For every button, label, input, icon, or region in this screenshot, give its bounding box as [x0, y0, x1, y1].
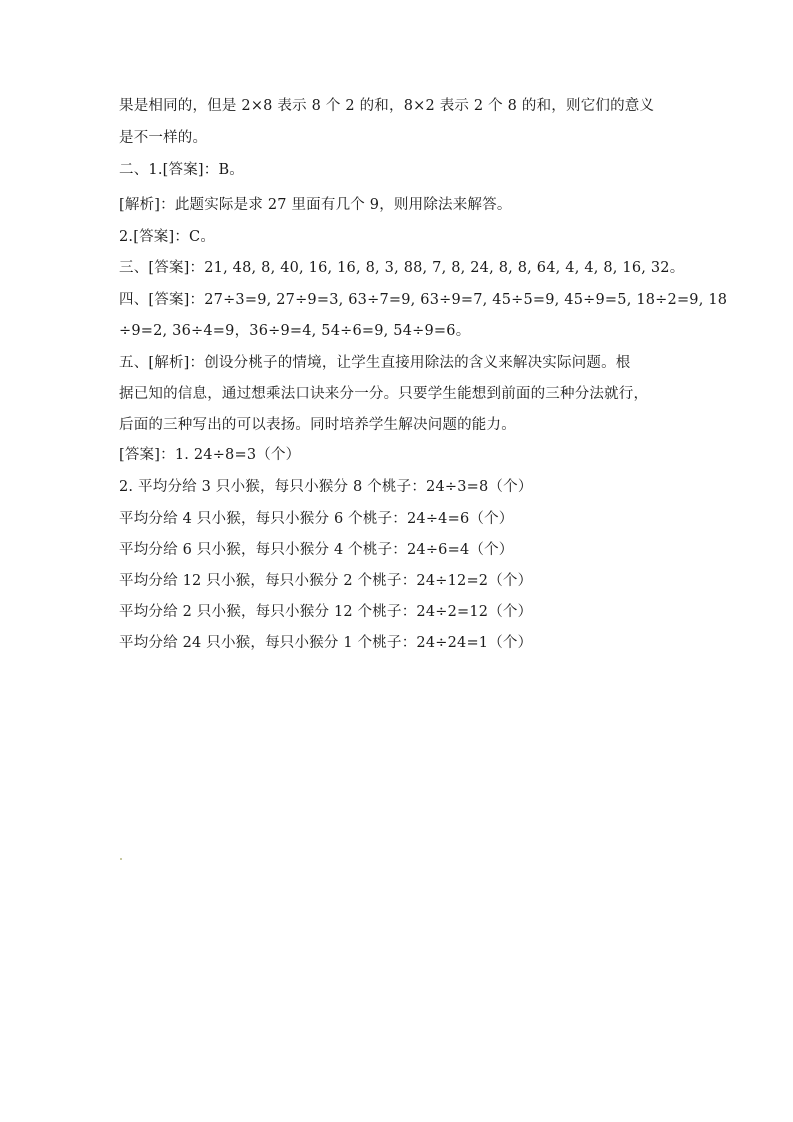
- text-line: 后面的三种写出的可以表扬。同时培养学生解决问题的能力。: [119, 417, 516, 433]
- text-line: 平均分给 2 只小猴，每只小猴分 12 个桃子：24÷2=12（个）: [119, 604, 533, 620]
- text-line: [解析]：此题实际是求 27 里面有几个 9，则用除法来解答。: [119, 197, 512, 213]
- text-line: 是不一样的。: [119, 130, 208, 146]
- text-line: [答案]：1. 24÷8=3（个）: [119, 447, 301, 463]
- text-line: 平均分给 24 只小猴，每只小猴分 1 个桃子：24÷24=1（个）: [119, 635, 533, 651]
- text-line: 三、[答案]：21, 48, 8, 40, 16, 16, 8, 3, 88, 7, 8, 24, 8, 8, 64, 4, 4, 8, 16, 32。: [119, 260, 685, 276]
- text-line: ÷9=2, 36÷4=9，36÷9=4, 54÷6=9, 54÷9=6。: [119, 323, 471, 339]
- text-line: 二、1.[答案]：B。: [119, 162, 245, 178]
- text-line: 平均分给 4 只小猴，每只小猴分 6 个桃子：24÷4=6（个）: [119, 511, 514, 527]
- text-line: 2. 平均分给 3 只小猴，每只小猴分 8 个桃子：24÷3=8（个）: [119, 479, 533, 495]
- text-line: 五、[解析]：创设分桃子的情境，让学生直接用除法的含义来解决实际问题。根: [119, 355, 631, 371]
- text-line: 四、[答案]：27÷3=9, 27÷9=3, 63÷7=9, 63÷9=7, 45÷5=9, 45÷9=5, 18÷2=9, 18: [119, 292, 728, 308]
- text-line: 平均分给 6 只小猴，每只小猴分 4 个桃子：24÷6=4（个）: [119, 542, 514, 558]
- text-line: 据已知的信息，通过想乘法口诀来分一分。只要学生能想到前面的三种分法就行，: [119, 386, 649, 402]
- stray-mark: [120, 858, 122, 860]
- text-line: 果是相同的，但是 2×8 表示 8 个 2 的和，8×2 表示 2 个 8 的和，则它们的意义: [119, 98, 655, 114]
- text-line: 平均分给 12 只小猴，每只小猴分 2 个桃子：24÷12=2（个）: [119, 573, 533, 589]
- text-line: 2.[答案]：C。: [119, 229, 216, 245]
